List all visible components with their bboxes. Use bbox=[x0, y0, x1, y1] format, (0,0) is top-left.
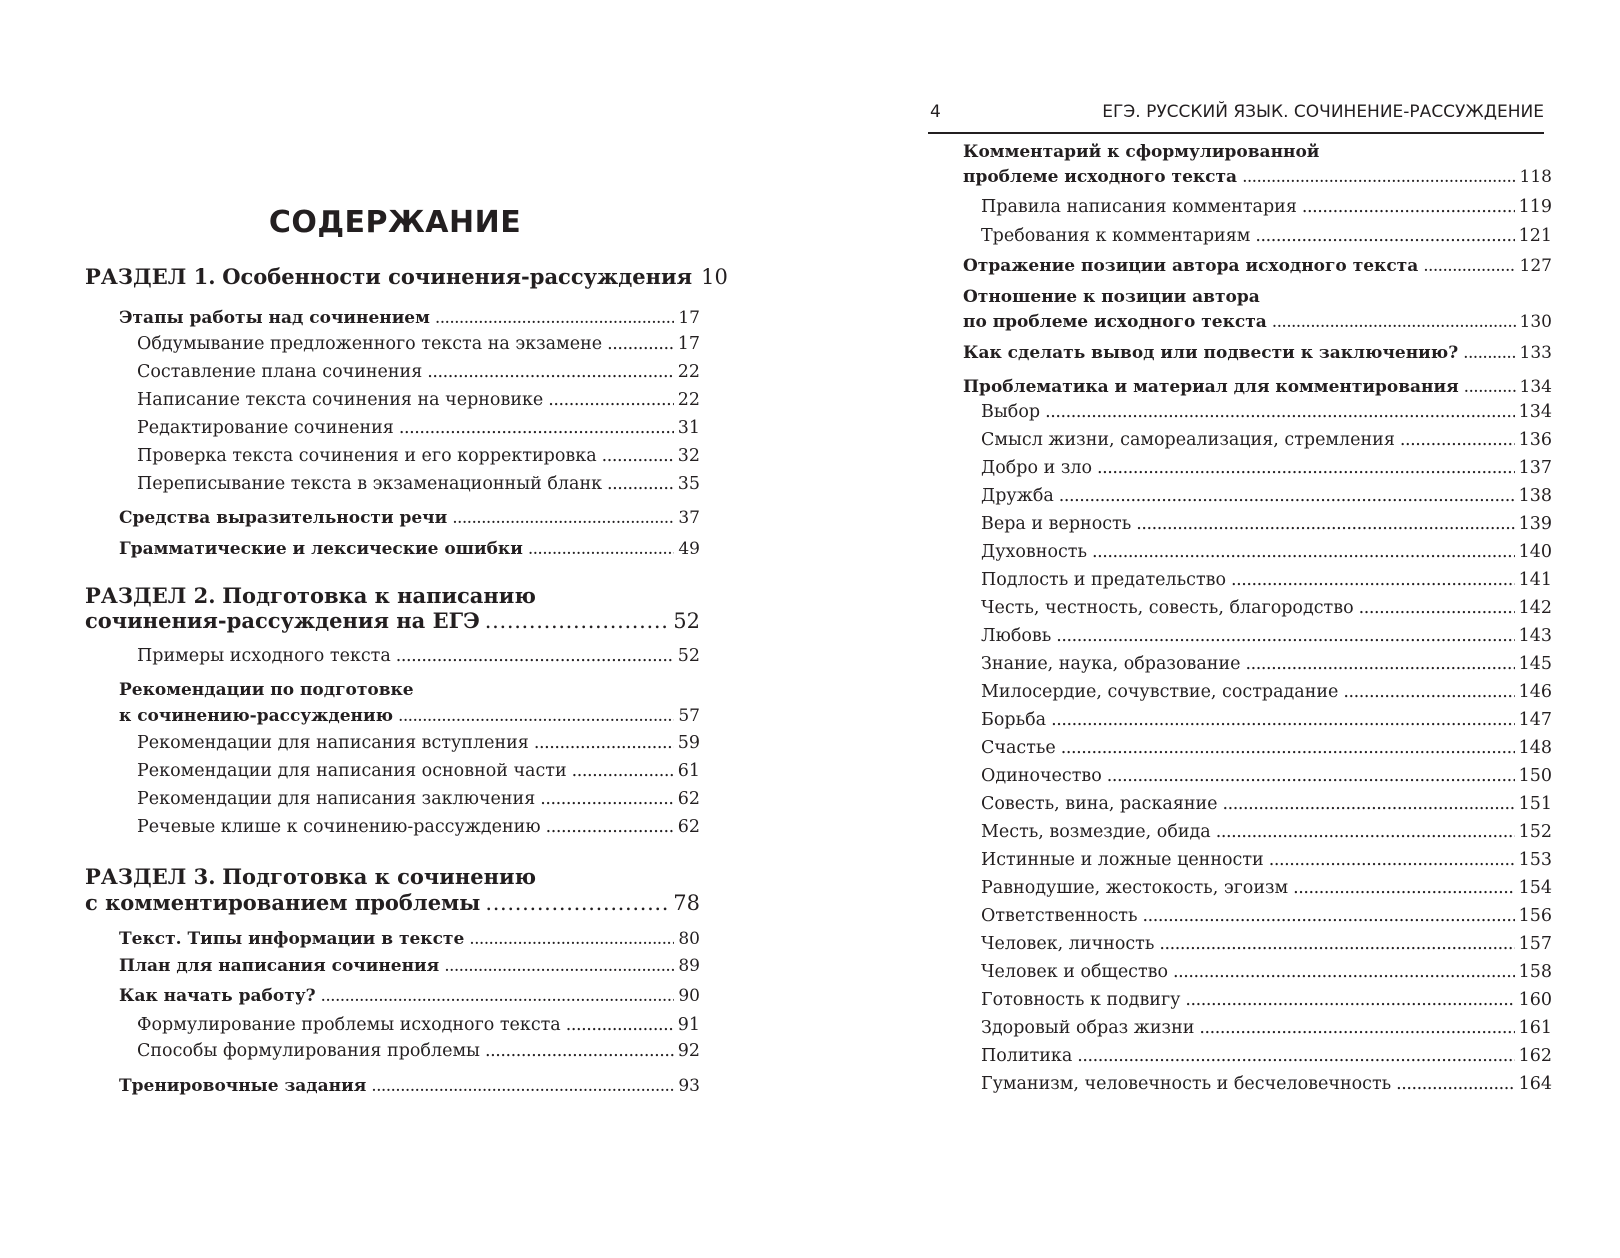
entry-title: Написание текста сочинения на черновике bbox=[137, 390, 544, 410]
page-number: 52 bbox=[677, 646, 700, 666]
section-title: Особенности сочинения-рассуждения bbox=[222, 264, 693, 289]
page-number: 127 bbox=[1519, 256, 1552, 276]
page-number: 90 bbox=[678, 986, 700, 1006]
dot-leader bbox=[396, 645, 674, 667]
dot-leader bbox=[1077, 1045, 1514, 1067]
page-number: 160 bbox=[1518, 990, 1552, 1010]
dot-leader bbox=[1173, 961, 1515, 983]
entry-title: Совесть, вина, раскаяние bbox=[981, 794, 1218, 814]
page-number: 133 bbox=[1519, 343, 1552, 363]
entry-title: Знание, наука, образование bbox=[981, 654, 1241, 674]
toc-entry[interactable] bbox=[981, 541, 1552, 563]
toc-entry[interactable] bbox=[981, 1017, 1552, 1039]
toc-entry[interactable] bbox=[137, 645, 700, 667]
page-number: 141 bbox=[1518, 570, 1552, 590]
dot-leader bbox=[1223, 793, 1515, 815]
toc-entry[interactable] bbox=[137, 361, 700, 383]
entry-title: Проверка текста сочинения и его корректировка bbox=[137, 446, 597, 466]
page-number: 92 bbox=[677, 1041, 700, 1061]
section-label: РАЗДЕЛ 2. bbox=[85, 583, 216, 608]
dot-leader bbox=[469, 928, 674, 950]
toc-entry[interactable] bbox=[981, 765, 1552, 787]
page-number: 150 bbox=[1518, 766, 1552, 786]
dot-leader bbox=[528, 538, 675, 560]
dot-leader bbox=[607, 333, 674, 355]
toc-entry[interactable] bbox=[119, 985, 700, 1007]
dot-leader bbox=[1343, 681, 1514, 703]
page-number: 17 bbox=[678, 308, 700, 328]
page-number: 158 bbox=[1518, 962, 1552, 982]
page-number: 32 bbox=[677, 446, 700, 466]
dot-leader bbox=[1107, 765, 1515, 787]
dot-leader bbox=[572, 760, 674, 782]
toc-entry[interactable] bbox=[137, 816, 700, 838]
toc-entry-line2[interactable] bbox=[963, 166, 1552, 188]
page-number: 35 bbox=[677, 474, 700, 494]
toc-entry[interactable] bbox=[137, 333, 700, 355]
entry-title: Рекомендации по подготовке bbox=[119, 680, 414, 700]
page-number: 164 bbox=[1518, 1074, 1552, 1094]
toc-entry[interactable] bbox=[981, 905, 1552, 927]
entry-title: Дружба bbox=[981, 486, 1054, 506]
dot-leader bbox=[452, 507, 674, 529]
dot-leader bbox=[1242, 166, 1515, 188]
page-number: 78 bbox=[673, 891, 700, 915]
entry-title: План для написания сочинения bbox=[119, 956, 440, 976]
toc-entry[interactable] bbox=[981, 196, 1552, 218]
dot-leader bbox=[548, 389, 673, 411]
entry-title: Формулирование проблемы исходного текста bbox=[137, 1015, 561, 1035]
toc-entry[interactable] bbox=[981, 877, 1552, 899]
dot-leader bbox=[1097, 457, 1515, 479]
toc-entry[interactable] bbox=[137, 1040, 700, 1062]
right-page bbox=[810, 0, 1620, 1258]
entry-title: Комментарий к сформулированной bbox=[963, 142, 1320, 162]
page-number: 130 bbox=[1519, 312, 1552, 332]
page-number: 37 bbox=[678, 508, 700, 528]
entry-title: Милосердие, сочувствие, сострадание bbox=[981, 682, 1339, 702]
toc-entry[interactable] bbox=[981, 849, 1552, 871]
section-title: с комментированием проблемы bbox=[85, 890, 481, 915]
entry-title: Требования к комментариям bbox=[981, 226, 1251, 246]
entry-title: Вера и верность bbox=[981, 514, 1132, 534]
toc-entry[interactable] bbox=[981, 821, 1552, 843]
dot-leader bbox=[607, 473, 674, 495]
page-number: 134 bbox=[1519, 377, 1552, 397]
toc-entry[interactable] bbox=[119, 307, 700, 329]
dot-leader bbox=[546, 816, 674, 838]
toc-entry[interactable] bbox=[981, 597, 1552, 619]
entry-title: Этапы работы над сочинением bbox=[119, 308, 430, 328]
toc-entry[interactable] bbox=[981, 653, 1552, 675]
page-number: 134 bbox=[1518, 402, 1552, 422]
page-number: 145 bbox=[1518, 654, 1552, 674]
entry-title: Духовность bbox=[981, 542, 1087, 562]
entry-title: Отношение к позиции автора bbox=[963, 287, 1260, 307]
running-header bbox=[928, 100, 1544, 134]
toc-entry[interactable] bbox=[137, 760, 700, 782]
dot-leader bbox=[1216, 821, 1515, 843]
entry-title: Обдумывание предложенного текста на экзамене bbox=[137, 334, 603, 354]
dot-leader bbox=[398, 705, 674, 727]
entry-title: Одиночество bbox=[981, 766, 1102, 786]
entry-title: Смысл жизни, самореализация, стремления bbox=[981, 430, 1395, 450]
entry-title: Готовность к подвигу bbox=[981, 990, 1181, 1010]
entry-title: Выбор bbox=[981, 402, 1041, 422]
page-number: 154 bbox=[1518, 878, 1552, 898]
entry-title: Человек, личность bbox=[981, 934, 1155, 954]
entry-title: Равнодушие, жестокость, эгоизм bbox=[981, 878, 1289, 898]
dot-leader bbox=[1185, 989, 1514, 1011]
entry-title: Способы формулирования проблемы bbox=[137, 1041, 480, 1061]
dot-leader bbox=[602, 445, 674, 467]
entry-title: Борьба bbox=[981, 710, 1047, 730]
dot-leader bbox=[1396, 1073, 1514, 1095]
entry-title: Как сделать вывод или подвести к заключению? bbox=[963, 343, 1459, 363]
toc-entry-line1[interactable] bbox=[119, 679, 700, 701]
page-number: 146 bbox=[1518, 682, 1552, 702]
toc-entry[interactable] bbox=[981, 793, 1552, 815]
section-title: Подготовка к сочинению bbox=[222, 864, 537, 889]
toc-entry[interactable] bbox=[981, 513, 1552, 535]
toc-entry[interactable] bbox=[137, 445, 700, 467]
dot-leader bbox=[1059, 485, 1515, 507]
page-number: 62 bbox=[677, 817, 700, 837]
toc-entry[interactable] bbox=[137, 788, 700, 810]
page-number: 91 bbox=[677, 1015, 700, 1035]
page-number: 49 bbox=[678, 539, 700, 559]
page-number: 151 bbox=[1518, 794, 1552, 814]
toc-section-1[interactable] bbox=[85, 264, 728, 290]
dot-leader bbox=[435, 307, 674, 329]
page-number: 17 bbox=[677, 334, 700, 354]
toc-entry[interactable] bbox=[981, 737, 1552, 759]
entry-title: Составление плана сочинения bbox=[137, 362, 423, 382]
dot-leader bbox=[1423, 255, 1515, 277]
toc-entry[interactable] bbox=[137, 1014, 700, 1036]
page-number: 156 bbox=[1518, 906, 1552, 926]
dot-leader bbox=[1255, 225, 1514, 247]
dot-leader bbox=[1051, 709, 1514, 731]
section-label: РАЗДЕЛ 1. bbox=[85, 264, 216, 289]
page-number: 61 bbox=[677, 761, 700, 781]
dot-leader bbox=[1231, 569, 1515, 591]
entry-title: Счастье bbox=[981, 738, 1056, 758]
toc-entry[interactable] bbox=[981, 961, 1552, 983]
dot-leader bbox=[1400, 429, 1515, 451]
page-number: 157 bbox=[1518, 934, 1552, 954]
entry-title: Ответственность bbox=[981, 906, 1138, 926]
toc-entry[interactable] bbox=[981, 429, 1552, 451]
dot-leader bbox=[321, 985, 675, 1007]
toc-entry[interactable] bbox=[981, 401, 1552, 423]
page-number: 59 bbox=[677, 733, 700, 753]
page-number: 22 bbox=[677, 390, 700, 410]
entry-title: Примеры исходного текста bbox=[137, 646, 391, 666]
entry-title: Гуманизм, человечность и бесчеловечность bbox=[981, 1074, 1392, 1094]
page-number: 161 bbox=[1518, 1018, 1552, 1038]
entry-title: Рекомендации для написания заключения bbox=[137, 789, 536, 809]
toc-entry[interactable] bbox=[981, 709, 1552, 731]
toc-entry[interactable] bbox=[119, 1075, 700, 1097]
page-number: 22 bbox=[677, 362, 700, 382]
page-number: 57 bbox=[678, 706, 700, 726]
header-book-title: ЕГЭ. РУССКИЙ ЯЗЫК. СОЧИНЕНИЕ-РАССУЖДЕНИЕ bbox=[1102, 102, 1544, 122]
dot-leader bbox=[540, 788, 673, 810]
entry-title: Текст. Типы информации в тексте bbox=[119, 929, 465, 949]
entry-title: Переписывание текста в экзаменационный бланк bbox=[137, 474, 603, 494]
dot-leader bbox=[1092, 541, 1515, 563]
dot-leader bbox=[1293, 877, 1514, 899]
dot-leader bbox=[485, 608, 669, 634]
entry-title: Подлость и предательство bbox=[981, 570, 1227, 590]
section-title: Подготовка к написанию bbox=[222, 583, 536, 608]
dot-leader bbox=[1045, 401, 1515, 423]
toc-entry[interactable] bbox=[137, 473, 700, 495]
toc-entry-line2[interactable] bbox=[119, 705, 700, 727]
entry-title: Политика bbox=[981, 1046, 1073, 1066]
toc-entry[interactable] bbox=[137, 732, 700, 754]
page-number: 136 bbox=[1518, 430, 1552, 450]
page-number: 138 bbox=[1518, 486, 1552, 506]
entry-title: Проблематика и материал для комментирования bbox=[963, 377, 1459, 397]
dot-leader bbox=[1199, 1017, 1514, 1039]
entry-title: Рекомендации для написания основной части bbox=[137, 761, 567, 781]
toc-entry[interactable] bbox=[963, 255, 1552, 277]
contents-heading: СОДЕРЖАНИЕ bbox=[268, 205, 522, 240]
entry-title: Добро и зло bbox=[981, 458, 1093, 478]
dot-leader bbox=[1159, 933, 1514, 955]
entry-title: Редактирование сочинения bbox=[137, 418, 394, 438]
toc-entry[interactable] bbox=[981, 225, 1552, 247]
toc-entry-line1[interactable] bbox=[963, 141, 1552, 163]
toc-entry[interactable] bbox=[119, 538, 700, 560]
entry-title: Месть, возмездие, обида bbox=[981, 822, 1211, 842]
page-number: 147 bbox=[1518, 710, 1552, 730]
dot-leader bbox=[1302, 196, 1515, 218]
dot-leader bbox=[1245, 653, 1514, 675]
entry-title: Любовь bbox=[981, 626, 1052, 646]
entry-title: Рекомендации для написания вступления bbox=[137, 733, 529, 753]
page-number: 140 bbox=[1518, 542, 1552, 562]
dot-leader bbox=[371, 1075, 674, 1097]
page-number: 52 bbox=[673, 609, 700, 633]
dot-leader bbox=[1136, 513, 1514, 535]
page-number: 137 bbox=[1518, 458, 1552, 478]
page-number: 121 bbox=[1518, 226, 1552, 246]
entry-title: Отражение позиции автора исходного текста bbox=[963, 256, 1419, 276]
toc-entry[interactable] bbox=[981, 933, 1552, 955]
toc-entry[interactable] bbox=[981, 485, 1552, 507]
page-number: 62 bbox=[677, 789, 700, 809]
page-number: 89 bbox=[678, 956, 700, 976]
toc-entry-line1[interactable] bbox=[963, 286, 1552, 308]
toc-entry[interactable] bbox=[981, 1045, 1552, 1067]
entry-title: Человек и общество bbox=[981, 962, 1169, 982]
dot-leader bbox=[1464, 376, 1516, 398]
page-number: 143 bbox=[1518, 626, 1552, 646]
entry-title: Правила написания комментария bbox=[981, 197, 1297, 217]
dot-leader bbox=[485, 890, 669, 916]
entry-title: Тренировочные задания bbox=[119, 1076, 367, 1096]
entry-title: по проблеме исходного текста bbox=[963, 312, 1267, 332]
page-number: 93 bbox=[678, 1076, 700, 1096]
page-number: 31 bbox=[677, 418, 700, 438]
dot-leader bbox=[1061, 737, 1515, 759]
entry-title: проблеме исходного текста bbox=[963, 167, 1238, 187]
toc-entry[interactable] bbox=[981, 989, 1552, 1011]
toc-section-3-line2[interactable] bbox=[85, 890, 700, 916]
toc-entry[interactable] bbox=[981, 569, 1552, 591]
entry-title: Истинные и ложные ценности bbox=[981, 850, 1264, 870]
dot-leader bbox=[566, 1014, 674, 1036]
dot-leader bbox=[485, 1040, 674, 1062]
toc-section-2-line1[interactable] bbox=[85, 583, 700, 609]
toc-entry[interactable] bbox=[119, 955, 700, 977]
page-number: 153 bbox=[1518, 850, 1552, 870]
page-number: 10 bbox=[701, 265, 728, 289]
page-number: 152 bbox=[1518, 822, 1552, 842]
page-number: 119 bbox=[1518, 197, 1552, 217]
page-number: 142 bbox=[1518, 598, 1552, 618]
toc-section-2-line2[interactable] bbox=[85, 608, 700, 634]
entry-title: Честь, честность, совесть, благородство bbox=[981, 598, 1354, 618]
entry-title: к сочинению-рассуждению bbox=[119, 706, 394, 726]
page-number: 162 bbox=[1518, 1046, 1552, 1066]
entry-title: Речевые клише к сочинению-рассуждению bbox=[137, 817, 541, 837]
dot-leader bbox=[399, 417, 674, 439]
section-title: сочинения-рассуждения на ЕГЭ bbox=[85, 608, 480, 633]
dot-leader bbox=[534, 732, 674, 754]
page-number: 118 bbox=[1519, 167, 1552, 187]
dot-leader bbox=[427, 361, 673, 383]
section-label: РАЗДЕЛ 3. bbox=[85, 864, 216, 889]
toc-entry[interactable] bbox=[963, 376, 1552, 398]
entry-title: Здоровый образ жизни bbox=[981, 1018, 1195, 1038]
toc-entry[interactable] bbox=[119, 928, 700, 950]
page-number: 139 bbox=[1518, 514, 1552, 534]
entry-title: Грамматические и лексические ошибки bbox=[119, 539, 523, 559]
toc-entry[interactable] bbox=[981, 681, 1552, 703]
toc-entry[interactable] bbox=[137, 417, 700, 439]
toc-entry[interactable] bbox=[981, 457, 1552, 479]
dot-leader bbox=[1272, 311, 1516, 333]
toc-entry[interactable] bbox=[137, 389, 700, 411]
dot-leader bbox=[1359, 597, 1515, 619]
dot-leader bbox=[444, 955, 674, 977]
dot-leader bbox=[1142, 905, 1514, 927]
header-page-number: 4 bbox=[930, 102, 941, 122]
dot-leader bbox=[1056, 625, 1514, 647]
toc-entry[interactable] bbox=[119, 507, 700, 529]
toc-entry[interactable] bbox=[981, 1073, 1552, 1095]
entry-title: Средства выразительности речи bbox=[119, 508, 448, 528]
toc-entry-line2[interactable] bbox=[963, 311, 1552, 333]
page-number: 148 bbox=[1518, 738, 1552, 758]
dot-leader bbox=[1269, 849, 1515, 871]
toc-section-3-line1[interactable] bbox=[85, 864, 700, 890]
dot-leader bbox=[1463, 342, 1515, 364]
entry-title: Как начать работу? bbox=[119, 986, 316, 1006]
toc-entry[interactable] bbox=[981, 625, 1552, 647]
page-number: 80 bbox=[678, 929, 700, 949]
toc-entry[interactable] bbox=[963, 342, 1552, 364]
